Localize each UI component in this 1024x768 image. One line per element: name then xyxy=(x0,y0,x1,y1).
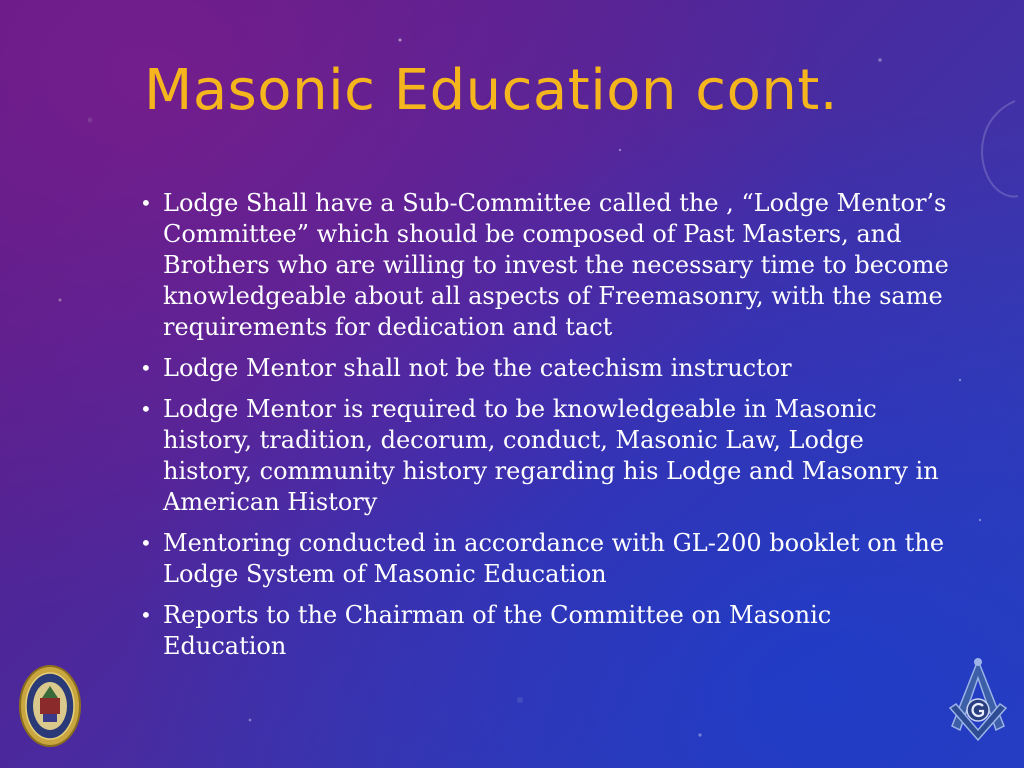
bullet-dot-icon: • xyxy=(140,356,152,380)
grand-lodge-seal-icon xyxy=(18,664,82,748)
swirl-decoration xyxy=(960,96,1020,206)
bullet-text: Lodge Shall have a Sub-Committee called the , “Lodge Mentor’s Committee” which should be composed of Past Masters, and Brothers who are willing to invest the necessary time to become knowledgeable about all aspects of Freemasonry, with the same requirements for dedication and tact xyxy=(163,189,949,341)
bullet-dot-icon: • xyxy=(140,531,152,555)
bullet-dot-icon: • xyxy=(140,191,152,215)
bullet-text: Lodge Mentor is required to be knowledgeable in Masonic history, tradition, decorum, conduct, Masonic Law, Lodge history, community history regarding his Lodge and Masonry in American History xyxy=(163,395,939,516)
slide-title: Masonic Education cont. xyxy=(144,58,839,123)
bullet-item xyxy=(140,353,960,384)
bullet-list xyxy=(140,188,960,672)
square-and-compass-icon xyxy=(944,656,1012,748)
bullet-dot-icon: • xyxy=(140,397,152,421)
bullet-item xyxy=(140,394,960,518)
bullet-text: Lodge Mentor shall not be the catechism instructor xyxy=(163,354,792,382)
bullet-text: Reports to the Chairman of the Committee on Masonic Education xyxy=(163,601,832,660)
bullet-text: Mentoring conducted in accordance with GL-200 booklet on the Lodge System of Masonic Education xyxy=(163,529,945,588)
bullet-item xyxy=(140,600,960,662)
bullet-dot-icon: • xyxy=(140,603,152,627)
bullet-item xyxy=(140,188,960,343)
bullet-item xyxy=(140,528,960,590)
